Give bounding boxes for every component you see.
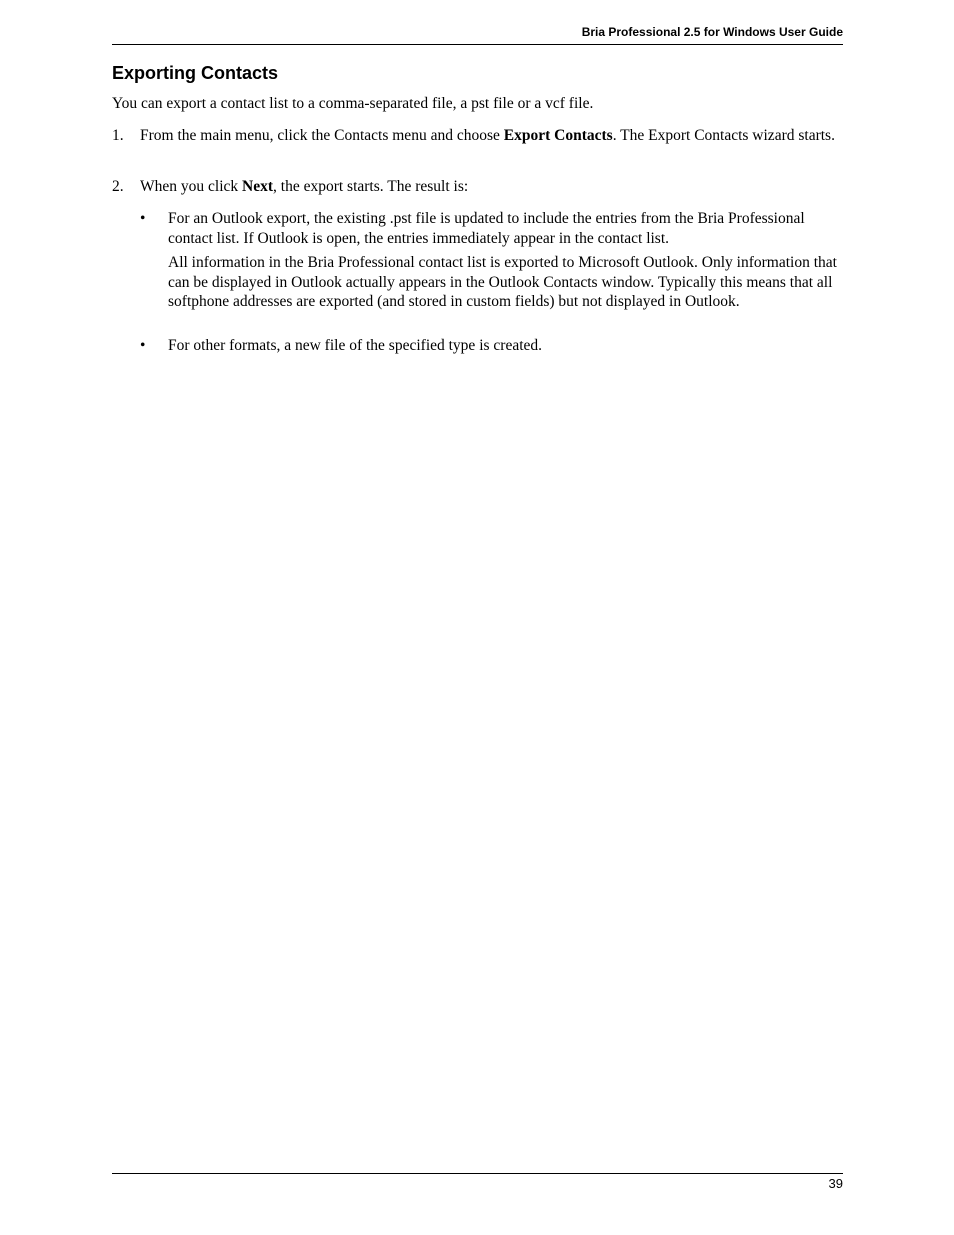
step-text-bold: Next (242, 178, 274, 195)
header-rule (112, 44, 843, 45)
step-text (140, 126, 843, 146)
running-header: Bria Professional 2.5 for Windows User Guide (581, 25, 843, 39)
bullet-item (140, 336, 843, 356)
step-text-after: . The Export Contacts wizard starts. (612, 127, 835, 144)
intro-paragraph: You can export a contact list to a comma-separated file, a pst file or a vcf file. (112, 95, 594, 112)
step-number: 1. (112, 127, 124, 144)
step-text-bold: Export Contacts (503, 127, 613, 144)
step-1 (112, 126, 843, 146)
bullet-note: All information in the Bria Professional contact list is exported to Microsoft Outlook. Only information that can be displayed in Outlook actually appears in the Outlook Contacts window. Typically this means that all softphone addresses are exported (and stored in custom fields) but not displayed in Outlook. (168, 254, 837, 310)
step-number: 2. (112, 178, 124, 195)
bullet-text: For other formats, a new file of the specified type is created. (168, 337, 543, 354)
bullet-item (140, 209, 843, 248)
page-number: 39 (828, 1176, 843, 1191)
step-text-before: When you click (140, 178, 243, 195)
bullet-text: For an Outlook export, the existing .pst file is updated to include the entries from the Bria Professional contact list. If Outlook is open, the entries immediately appear in the contact list. (168, 210, 805, 247)
step-text (140, 177, 843, 197)
step-2 (112, 177, 843, 197)
step-text-before: From the main menu, click the Contacts menu and choose (140, 127, 504, 144)
section-heading: Exporting Contacts (112, 63, 279, 83)
footer-rule (112, 1173, 843, 1174)
step-text-after: , the export starts. The result is: (273, 178, 469, 195)
bullet-icon: • (140, 210, 146, 227)
bullet-icon: • (140, 337, 146, 354)
